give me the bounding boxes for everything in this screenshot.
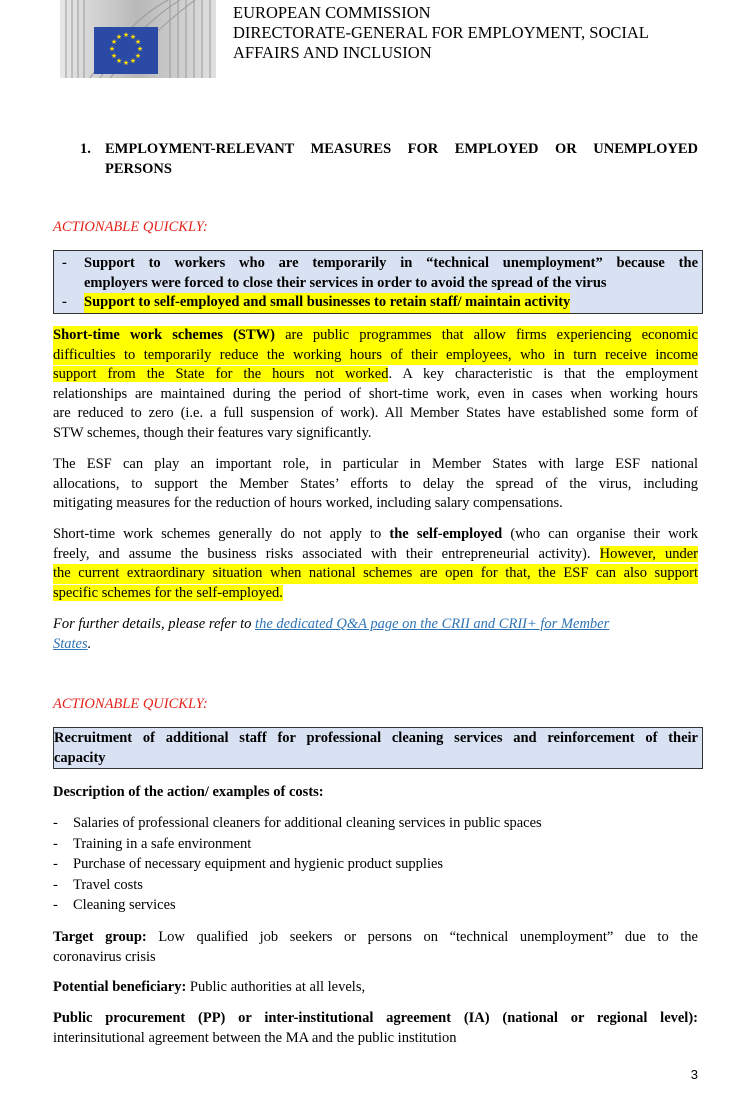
paragraph-further-details <box>53 615 698 654</box>
p3-line-3: the current extraordinary situation when national schemes are open for that, the ESF can also support <box>53 564 698 584</box>
header-line-1: EUROPEAN COMMISSION <box>233 3 431 22</box>
bullet-dash: - <box>53 835 58 852</box>
header-line-3: AFFAIRS AND INCLUSION <box>233 43 432 62</box>
svg-text:★: ★ <box>134 38 142 46</box>
p3-line-2-highlight: However, under <box>599 545 698 562</box>
actionable-quickly-label-2: ACTIONABLE QUICKLY: <box>53 696 208 712</box>
section-title-line-1: EMPLOYMENT-RELEVANT MEASURES FOR EMPLOYED OR UNEMPLOYED <box>105 141 698 157</box>
p1-line-3-highlight: support from the State for the hours not worked <box>53 366 389 382</box>
section-number: 1. <box>80 141 91 157</box>
procurement-line-1: Public procurement (PP) or inter-institutional agreement (IA) (national or regional level): <box>53 1010 698 1026</box>
bullet-dash: - <box>53 856 58 872</box>
p2-line-1: The ESF can play an important role, in particular in Member States with large ESF national <box>53 456 698 472</box>
p3-line-2a: freely, and assume the business risks associated with their entrepreneurial activity). <box>53 545 600 562</box>
bullet-dash: - <box>53 876 58 893</box>
list-item <box>53 875 542 896</box>
p1-line-1: are public programmes that allow firms experiencing economic <box>274 327 698 343</box>
target-group-line-2: coronavirus crisis <box>53 948 156 965</box>
svg-text:★: ★ <box>110 38 118 46</box>
bullet-dash: - <box>53 897 58 913</box>
crii-qa-link-cont[interactable]: States <box>53 635 88 652</box>
list-item <box>53 813 542 834</box>
potential-beneficiary <box>53 978 698 998</box>
p3-line-4: specific schemes for the self-employed. <box>53 584 283 601</box>
p1-line-6: STW schemes, though their features vary significantly. <box>53 424 372 441</box>
list-item <box>53 895 542 916</box>
p1-line-4: relationships are maintained during the period of short-time work, even in cases when working hours <box>53 385 698 402</box>
svg-text:★: ★ <box>108 45 116 53</box>
crii-qa-link[interactable]: the dedicated Q&A page on the CRII and CRII+ for Member <box>255 616 610 632</box>
svg-text:★: ★ <box>134 52 142 60</box>
cost-list <box>53 813 542 916</box>
target-group-line-1: Low qualified job seekers or persons on “technical unemployment” due to the <box>146 929 698 945</box>
list-item <box>53 854 542 875</box>
header-line-2: DIRECTORATE-GENERAL FOR EMPLOYMENT, SOCIAL <box>233 23 649 42</box>
p1-line-3-rest: . A key characteristic is that the employment <box>388 366 698 382</box>
p4-suffix: . <box>87 635 92 652</box>
svg-text:★: ★ <box>129 33 137 41</box>
svg-text:★: ★ <box>110 52 118 60</box>
paragraph-stw <box>53 326 698 443</box>
list-item-text: Salaries of professional cleaners for additional cleaning services in public spaces <box>73 815 542 831</box>
target-group <box>53 928 698 967</box>
section-title-line-2: PERSONS <box>105 161 172 177</box>
paragraph-esf-role <box>53 455 698 514</box>
svg-text:★: ★ <box>129 57 137 65</box>
list-item <box>53 834 542 855</box>
european-commission-logo <box>60 0 216 78</box>
p1-line-5: are reduced to zero (i.e. a full suspension of work). All Member States have established some form of <box>53 405 698 421</box>
box2-line-1: Recruitment of additional staff for professional cleaning services and reinforcement of their <box>54 730 698 746</box>
page-number: 3 <box>690 1067 698 1082</box>
p3-self-employed: the self-employed <box>389 526 503 542</box>
p1-line-2: difficulties to temporarily reduce the working hours of their employees, who in turn receive income <box>53 346 698 366</box>
svg-text:★: ★ <box>122 31 130 39</box>
measure-box-2 <box>53 727 703 769</box>
measure-box-1 <box>53 250 703 314</box>
p2-line-3: mitigating measures for the reduction of hours worked, including salary compensations. <box>53 495 563 511</box>
p4-prefix: For further details, please refer to <box>53 616 256 632</box>
bullet-dash: - <box>53 815 58 831</box>
list-item-text: Training in a safe environment <box>73 835 252 852</box>
box-item-2: Support to self-employed and small businesses to retain staff/ maintain activity <box>84 293 570 313</box>
procurement-info <box>53 1009 698 1048</box>
svg-text:★: ★ <box>122 59 130 67</box>
beneficiary-label: Potential beneficiary: <box>53 979 187 995</box>
stw-term: Short-time work schemes (STW) <box>53 327 275 343</box>
p3-line-1a: Short-time work schemes generally do not apply to <box>53 526 390 542</box>
list-item-text: Purchase of necessary equipment and hygienic product supplies <box>73 856 444 872</box>
list-item-text: Cleaning services <box>73 897 176 913</box>
list-item-text: Travel costs <box>73 876 143 893</box>
header-organisation <box>233 3 649 63</box>
box-dash-2: - <box>62 294 67 310</box>
svg-text:★: ★ <box>115 33 123 41</box>
target-group-label: Target group: <box>53 929 147 945</box>
p2-line-2: allocations, to support the Member States’ efforts to delay the spread of the virus, including <box>53 475 698 492</box>
svg-text:★: ★ <box>115 57 123 65</box>
paragraph-self-employed <box>53 525 698 603</box>
box2-line-2: capacity <box>54 749 106 766</box>
box-item-1-line-2: employers were forced to close their services in order to avoid the spread of the virus <box>84 274 607 291</box>
p3-line-1b: (who can organise their work <box>502 526 698 542</box>
svg-text:★: ★ <box>136 45 144 53</box>
procurement-line-2: interinsitutional agreement between the MA and the public institution <box>53 1029 457 1046</box>
box-item-1-line-1: Support to workers who are temporarily in “technical unemployment” because the <box>84 255 698 271</box>
actionable-quickly-label-1: ACTIONABLE QUICKLY: <box>53 219 208 235</box>
box-dash-1: - <box>62 255 67 271</box>
description-heading: Description of the action/ examples of costs: <box>53 784 324 800</box>
beneficiary-text: Public authorities at all levels, <box>186 979 366 995</box>
